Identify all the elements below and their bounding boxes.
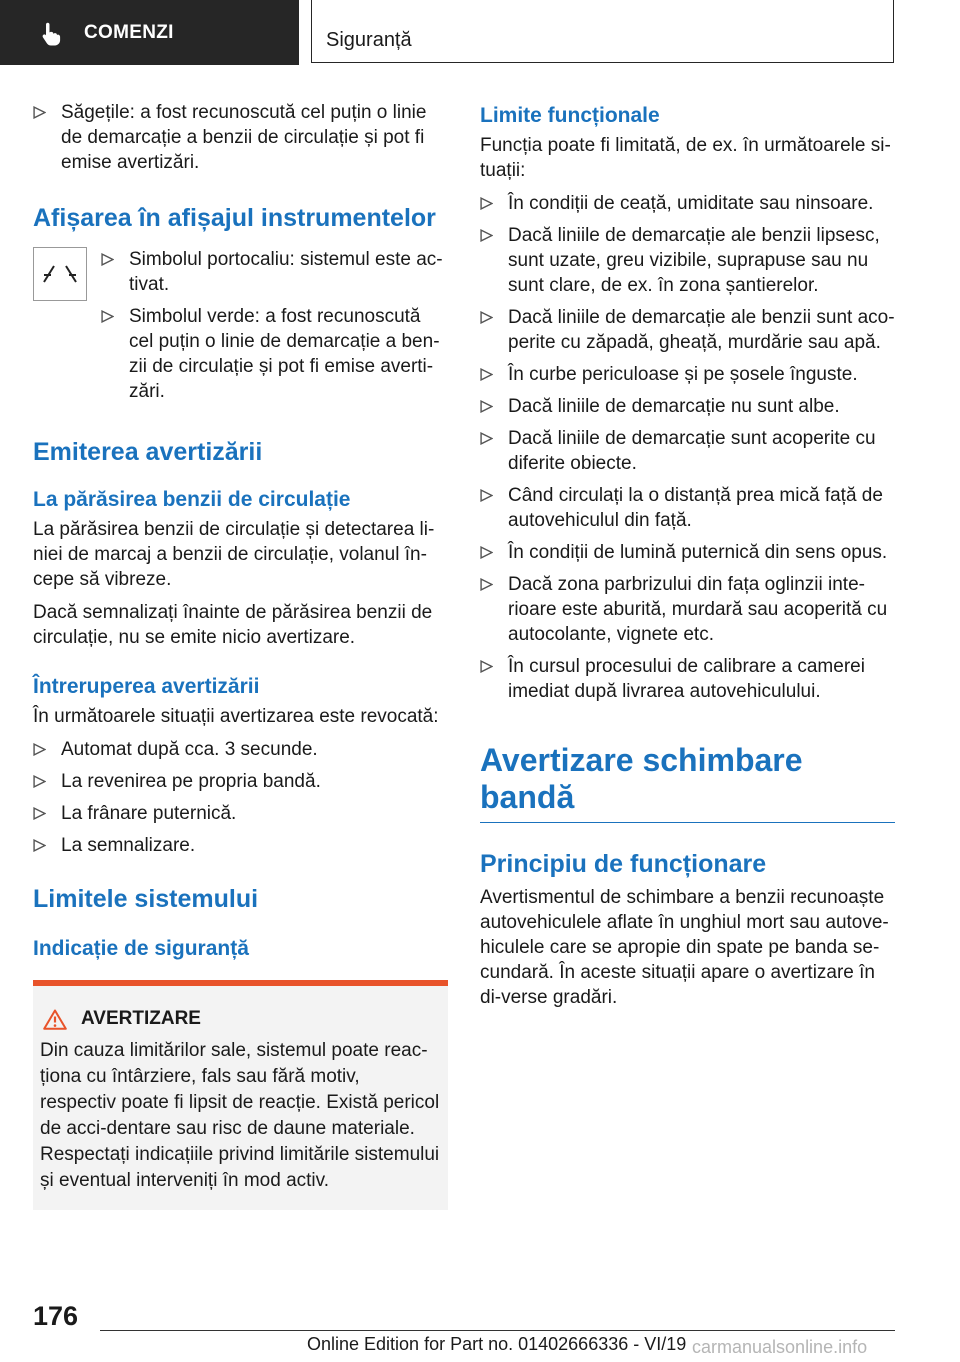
list-item-text: Dacă liniile de demarcație ale benzii lipsesc, sunt uzate, greu vizibile, suprapuse sau nu sunt clare, de ex. în zona șantierelor. xyxy=(508,225,880,296)
chapter-label: COMENZI xyxy=(84,21,174,43)
list-item-text: Dacă zona parbrizului din fața oglinzii inte-rioare este aburită, murdară sau acoperită cu autocolante, vignete etc. xyxy=(508,574,888,645)
list-item-text: Dacă liniile de demarcație ale benzii sunt aco-perite cu zăpadă, gheață, murdărie sau apă. xyxy=(508,307,895,353)
list-item-text: Automat după cca. 3 secunde. xyxy=(61,739,318,760)
watermark: carmanualsonline.info xyxy=(692,1337,868,1357)
leaving-paragraph-1: La părăsirea benzii de circulație și detectarea li-niei de marcaj a benzii de circulație, volanul în-cepe să vibreze. xyxy=(33,519,435,590)
leaving-subheading: La părăsirea benzii de circulație xyxy=(33,488,351,511)
triangle-bullet-icon xyxy=(101,253,114,266)
list-item xyxy=(480,540,895,565)
warning-title-text: AVERTIZARE xyxy=(81,1008,201,1029)
symbol-row xyxy=(33,247,448,411)
symbol-list xyxy=(101,247,448,404)
warning-triangle-icon xyxy=(43,1009,67,1030)
warning-text: Din cauza limitărilor sale, sistemul poate reac-ționa cu întârziere, fals sau fără motiv, respectiv poate fi lipsit de reacție. Există pericol de acci-dentare sau risc de daune materiale. Respectați indicațiile privind limitările sistemului și eventual interveniți în mod activ. xyxy=(40,1040,440,1191)
list-item xyxy=(480,305,895,355)
warning-heading: Emiterea avertizării xyxy=(33,438,263,466)
list-item xyxy=(480,654,895,704)
list-item xyxy=(480,426,895,476)
triangle-bullet-icon xyxy=(101,310,114,323)
triangle-bullet-icon xyxy=(480,368,493,381)
warning-title xyxy=(43,1008,440,1030)
principle-heading: Principiu de funcționare xyxy=(480,850,767,878)
triangle-bullet-icon xyxy=(480,660,493,673)
list-item xyxy=(480,394,895,419)
list-item-text: Simbolul portocaliu: sistemul este ac-tivat. xyxy=(129,249,443,295)
triangle-bullet-icon xyxy=(480,311,493,324)
list-item xyxy=(480,223,895,298)
section-tab[interactable] xyxy=(311,0,894,63)
list-item xyxy=(480,362,895,387)
footer-rule xyxy=(100,1330,895,1331)
triangle-bullet-icon xyxy=(33,839,46,852)
chapter-heading: Avertizare schimbare bandă xyxy=(480,742,803,815)
list-item-text: Săgețile: a fost recunoscută cel puțin o linie de demarcație a benzii de circulație și pot fi emise avertizări. xyxy=(61,102,427,173)
list-item-text: În cursul procesului de calibrare a camerei imediat după livrarea autovehiculului. xyxy=(508,656,865,702)
list-item xyxy=(33,769,448,794)
func-limits-list xyxy=(480,191,895,704)
func-limits-subheading: Limite funcționale xyxy=(480,104,660,127)
list-item xyxy=(33,737,448,762)
list-item xyxy=(480,572,895,647)
list-item-text: Dacă liniile de demarcație nu sunt albe. xyxy=(508,396,840,417)
list-item xyxy=(101,304,448,404)
principle-text: Avertismentul de schimbare a benzii recunoaște autovehiculele aflate în unghiul mort sau autove-hiculele care se apropie din spate pe banda se-cundară. În aceste situații apare o avertizare în di-verse gradări. xyxy=(480,887,889,1008)
interrupt-subheading: Întreruperea avertizării xyxy=(33,675,260,698)
chapter-tab[interactable] xyxy=(0,0,299,65)
list-item xyxy=(33,100,448,175)
edition-text: Online Edition for Part no. 01402666336 - VI/19 xyxy=(307,1334,687,1354)
interrupt-list xyxy=(33,737,448,858)
hand-pointer-icon xyxy=(38,20,64,46)
safety-subheading: Indicație de siguranță xyxy=(33,937,249,960)
triangle-bullet-icon xyxy=(33,775,46,788)
triangle-bullet-icon xyxy=(33,743,46,756)
list-item-text: La frânare puternică. xyxy=(61,803,237,824)
lane-symbol-box xyxy=(33,247,87,301)
list-item xyxy=(101,247,448,297)
list-item xyxy=(33,833,448,858)
list-item-text: La revenirea pe propria bandă. xyxy=(61,771,321,792)
warning-box xyxy=(33,980,448,1210)
interrupt-intro: În următoarele situații avertizarea este revocată: xyxy=(33,706,439,727)
list-item-text: Când circulați la o distanță prea mică față de autovehiculul din față. xyxy=(508,485,883,531)
limits-heading: Limitele sistemului xyxy=(33,885,259,913)
triangle-bullet-icon xyxy=(480,546,493,559)
triangle-bullet-icon xyxy=(33,807,46,820)
list-item-text: În condiții de lumină puternică din sens opus. xyxy=(508,542,888,563)
triangle-bullet-icon xyxy=(480,578,493,591)
intro-list xyxy=(33,100,448,175)
list-item xyxy=(480,483,895,533)
list-item-text: În condiții de ceață, umiditate sau ninsoare. xyxy=(508,193,874,214)
section-label: Siguranță xyxy=(326,29,412,51)
triangle-bullet-icon xyxy=(33,106,46,119)
display-heading: Afișarea în afișajul instrumentelor xyxy=(33,204,436,232)
triangle-bullet-icon xyxy=(480,400,493,413)
func-limits-intro: Funcția poate fi limitată, de ex. în următoarele si-tuații: xyxy=(480,135,891,181)
triangle-bullet-icon xyxy=(480,432,493,445)
heading-rule xyxy=(480,822,895,823)
list-item xyxy=(480,191,895,216)
right-column xyxy=(480,100,895,1018)
list-item-text: Dacă liniile de demarcație sunt acoperite cu diferite obiecte. xyxy=(508,428,876,474)
list-item-text: În curbe periculoase și pe șosele înguste. xyxy=(508,364,858,385)
triangle-bullet-icon xyxy=(480,489,493,502)
page-number: 176 xyxy=(33,1301,79,1331)
list-item-text: Simbolul verde: a fost recunoscută cel puțin o linie de demarcație a ben-zii de circulație și pot fi emise averti-zări. xyxy=(129,306,440,402)
triangle-bullet-icon xyxy=(480,229,493,242)
list-item xyxy=(33,801,448,826)
list-item-text: La semnalizare. xyxy=(61,835,196,856)
lane-departure-icon xyxy=(40,262,80,286)
leaving-paragraph-2: Dacă semnalizați înainte de părăsirea benzii de circulație, nu se emite nicio avertizare. xyxy=(33,602,433,648)
left-column xyxy=(33,100,448,1210)
triangle-bullet-icon xyxy=(480,197,493,210)
